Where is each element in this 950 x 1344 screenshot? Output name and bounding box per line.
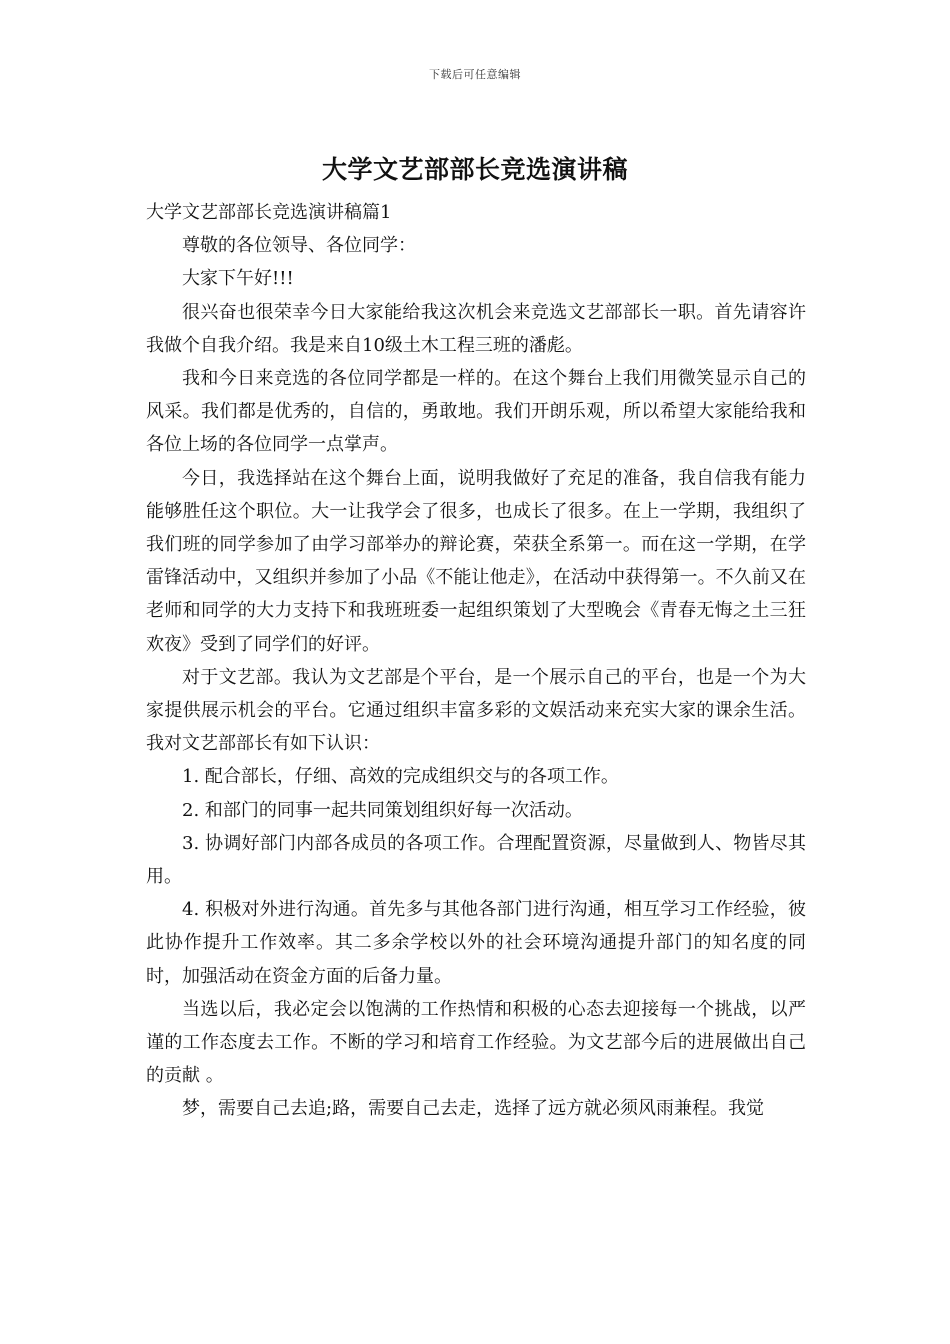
- paragraph-greeting: 尊敬的各位领导、各位同学：: [182, 235, 416, 257]
- list-item-2: 2. 和部门的同事一起共同策划组织好每一次活动。: [182, 799, 583, 821]
- paragraph-closing: 梦，需要自己去追;路，需要自己去走，选择了远方就必须风雨兼程。我觉: [182, 1098, 765, 1120]
- paragraph-department: 对于文艺部。我认为文艺部是个平台，是一个展示自己的平台，也是一个为大家提供展示机会的平台。它通过组织丰富多彩的文娱活动来充实大家的课余生活。我对文艺部部长有如下认识：: [146, 666, 806, 755]
- document-body: [146, 196, 806, 1126]
- paragraph-salutation: 大家下午好!!!: [182, 268, 294, 290]
- paragraph-peers: 我和今日来竞选的各位同学都是一样的。在这个舞台上我们用微笑显示自己的风采。我们都是优秀的，自信的，勇敢地。我们开朗乐观，所以希望大家能给我和各位上场的各位同学一点掌声。: [146, 368, 806, 456]
- paragraph-intro: 很兴奋也很荣幸今日大家能给我这次机会来竞选文艺部部长一职。首先请容许我做个自我介绍。我是来自10级土木工程三班的潘彪。: [146, 301, 806, 356]
- page-header: 下载后可任意编辑: [429, 68, 521, 81]
- paragraph-experience: 今日，我选择站在这个舞台上面，说明我做好了充足的准备，我自信我有能力能够胜任这个职位。大一让我学会了很多，也成长了很多。在上一学期，我组织了我们班的同学参加了由学习部举办的辩论赛，荣获全系第一。而在这一学期，在学雷锋活动中，又组织并参加了小品《不能让他走》，在活动中获得第一。不久前又在老师和同学的大力支持下和我班班委一起组织策划了大型晚会《青春无悔之土三狂欢夜》受到了同学们的好评。: [146, 467, 806, 655]
- list-item-4: 4. 积极对外进行沟通。首先多与其他各部门进行沟通，相互学习工作经验，彼此协作提升工作效率。其二多余学校以外的社会环境沟通提升部门的知名度的同时，加强活动在资金方面的后备力量。: [146, 899, 806, 987]
- section-heading: 大学文艺部部长竞选演讲稿篇1: [146, 202, 392, 223]
- paragraph-commitment: 当选以后，我必定会以饱满的工作热情和积极的心态去迎接每一个挑战，以严谨的工作态度去工作。不断的学习和培育工作经验。为文艺部今后的进展做出自己的贡献 。: [146, 998, 806, 1087]
- document-title: 大学文艺部部长竞选演讲稿: [321, 155, 628, 184]
- list-item-3: 3. 协调好部门内部各成员的各项工作。合理配置资源，尽量做到人、物皆尽其用。: [146, 832, 806, 888]
- list-item-1: 1. 配合部长，仔细、高效的完成组织交与的各项工作。: [182, 766, 619, 788]
